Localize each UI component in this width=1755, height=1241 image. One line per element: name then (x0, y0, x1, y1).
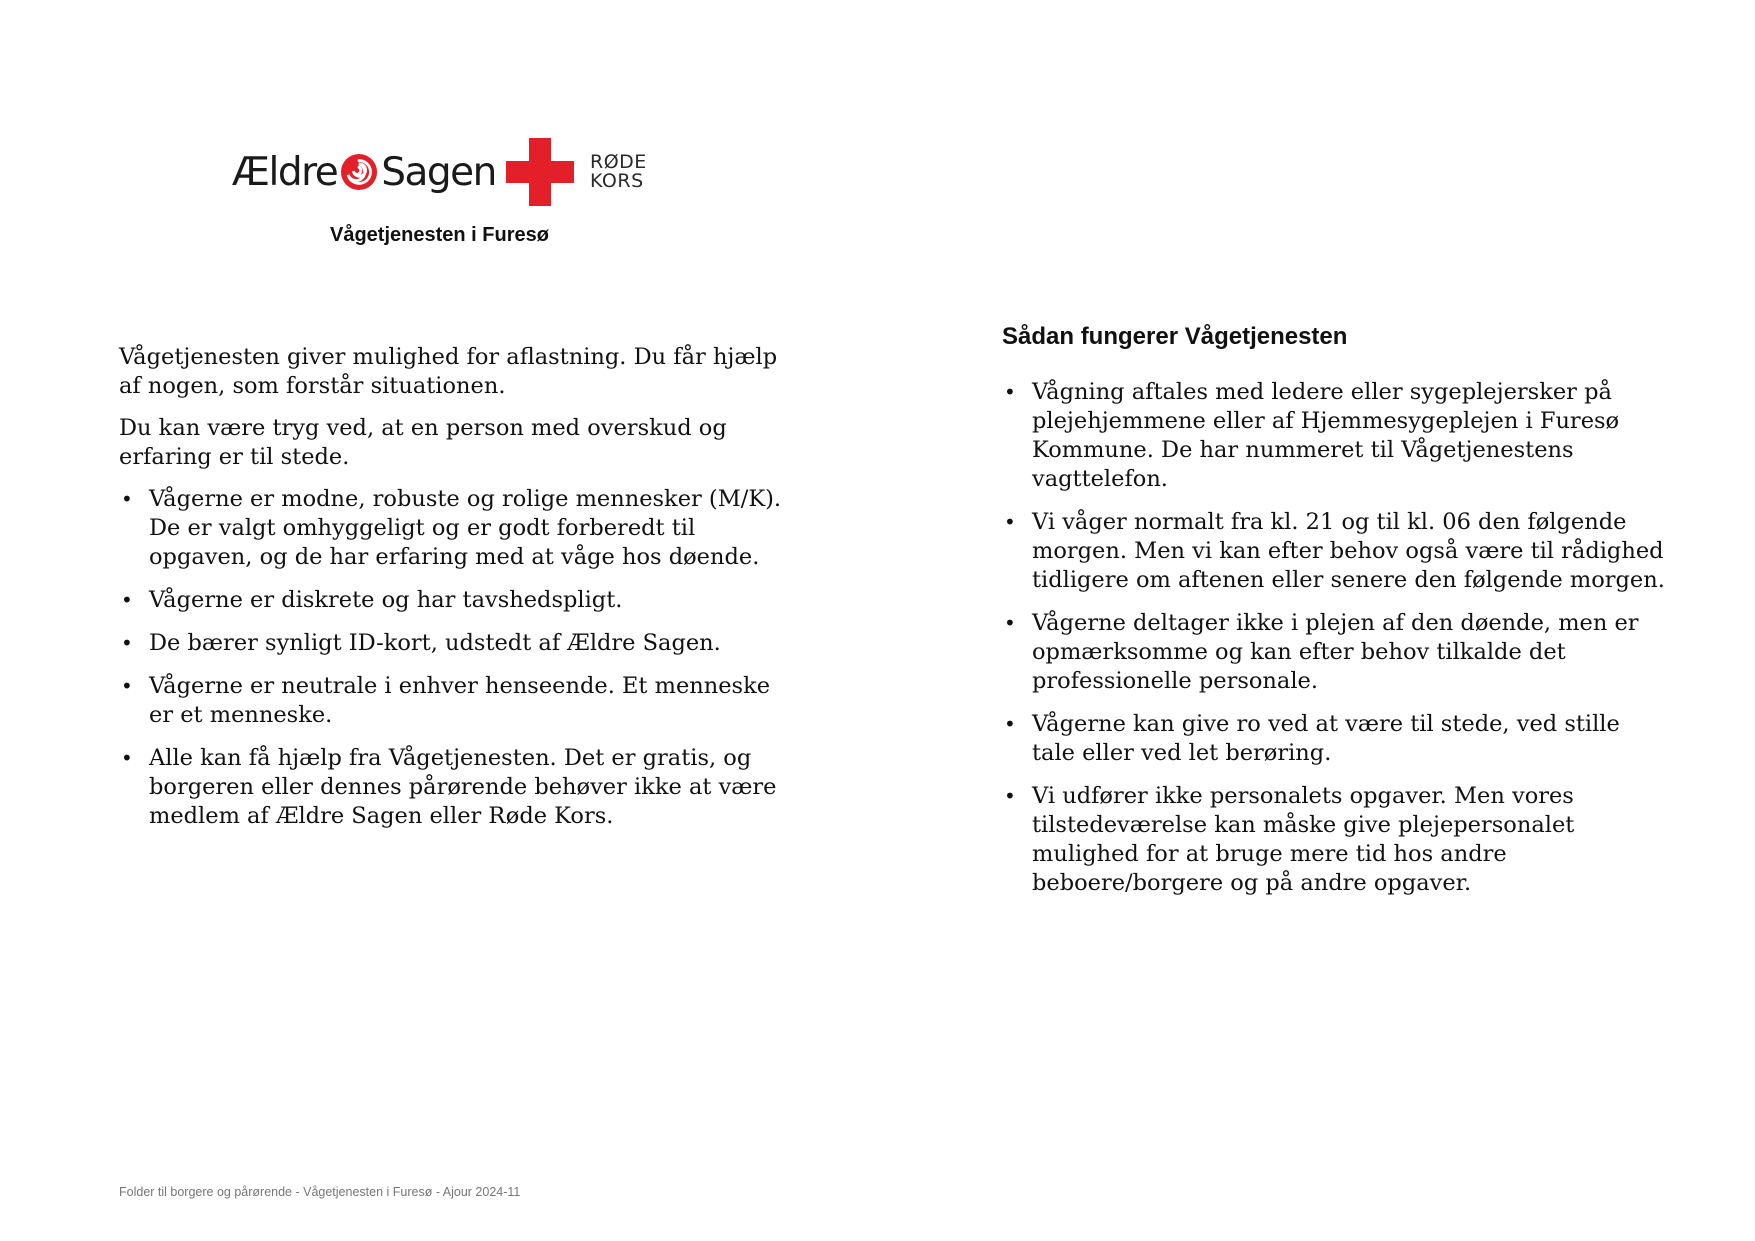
intro-paragraph: Du kan være tryg ved, at en person med overskud og erfaring er til stede. (119, 415, 727, 470)
list-item-text: Vågerne kan give ro ved at være til stede, ved stille tale eller ved let berøring. (1032, 711, 1620, 766)
bullet-icon: • (121, 674, 133, 698)
rode-kors-wordmark (590, 153, 647, 191)
list-item (119, 672, 784, 730)
list-item (119, 485, 784, 572)
list-item-text: De bærer synligt ID-kort, udstedt af Ældre Sagen. (149, 630, 721, 656)
bullet-icon: • (121, 631, 133, 655)
left-bullet-list (119, 485, 784, 831)
list-item-text: Vi våger normalt fra kl. 21 og til kl. 06 den følgende morgen. Men vi kan efter behov også være til rådighed tidligere om aftenen eller senere den følgende morgen. (1032, 509, 1665, 593)
list-item-text: Vi udfører ikke personalets opgaver. Men vores tilstedeværelse kan måske give plejepersonalet mulighed for at bruge mere tid hos andre beboere/borgere og på andre opgaver. (1032, 783, 1575, 896)
bullet-icon: • (1004, 712, 1016, 736)
aeldre-sagen-logo (232, 148, 496, 196)
bullet-icon: • (1004, 510, 1016, 534)
bullet-icon: • (121, 487, 133, 511)
section-heading: Sådan fungerer Vågetjenesten (1002, 323, 1348, 350)
intro-paragraph: Vågetjenesten giver mulighed for aflastning. Du får hjælp af nogen, som forstår situationen. (119, 344, 778, 399)
list-item-text: Vågning aftales med ledere eller sygeplejersker på plejehjemmene eller af Hjemmesygeplejen i Furesø Kommune. De har nummeret til Vågetjenestens vagttelefon. (1032, 379, 1620, 492)
logo-text-aeldre: Ældre (232, 149, 338, 195)
list-item-text: Vågerne deltager ikke i plejen af den døende, men er opmærksomme og kan efter behov tilkalde det professionelle personale. (1032, 610, 1639, 694)
list-item (119, 629, 784, 658)
swirl-logo-icon (340, 153, 378, 191)
bullet-icon: • (121, 588, 133, 612)
list-item (1002, 508, 1667, 595)
bullet-icon: • (121, 746, 133, 770)
page-footer: Folder til borgere og pårørende - Vågetjenesten i Furesø - Ajour 2024-11 (119, 1185, 521, 1199)
list-item-text: Alle kan få hjælp fra Vågetjenesten. Det er gratis, og borgeren eller dennes pårørende behøver ikke at være medlem af Ældre Sagen eller Røde Kors. (149, 745, 777, 829)
list-item (119, 744, 784, 831)
logo-text-sagen: Sagen (381, 149, 496, 195)
list-item (119, 586, 784, 615)
list-item-text: Vågerne er modne, robuste og rolige mennesker (M/K). De er valgt omhyggeligt og er godt forberedt til opgaven, og de har erfaring med at våge hos døende. (149, 486, 782, 570)
document-subtitle: Vågetjenesten i Furesø (330, 224, 549, 246)
list-item (1002, 378, 1667, 494)
red-cross-icon (506, 138, 574, 206)
right-column (1002, 322, 1667, 912)
rode-kors-logo (506, 138, 647, 206)
bullet-icon: • (1004, 380, 1016, 404)
list-item (1002, 710, 1667, 768)
list-item (1002, 609, 1667, 696)
rode-kors-line2: KORS (590, 170, 644, 192)
list-item-text: Vågerne er diskrete og har tavshedspligt. (149, 587, 623, 613)
bullet-icon: • (1004, 784, 1016, 808)
rode-kors-line1: RØDE (590, 151, 647, 173)
list-item (1002, 782, 1667, 898)
bullet-icon: • (1004, 611, 1016, 635)
right-bullet-list (1002, 378, 1667, 898)
left-column (119, 343, 784, 845)
list-item-text: Vågerne er neutrale i enhver henseende. Et menneske er et menneske. (149, 673, 771, 728)
